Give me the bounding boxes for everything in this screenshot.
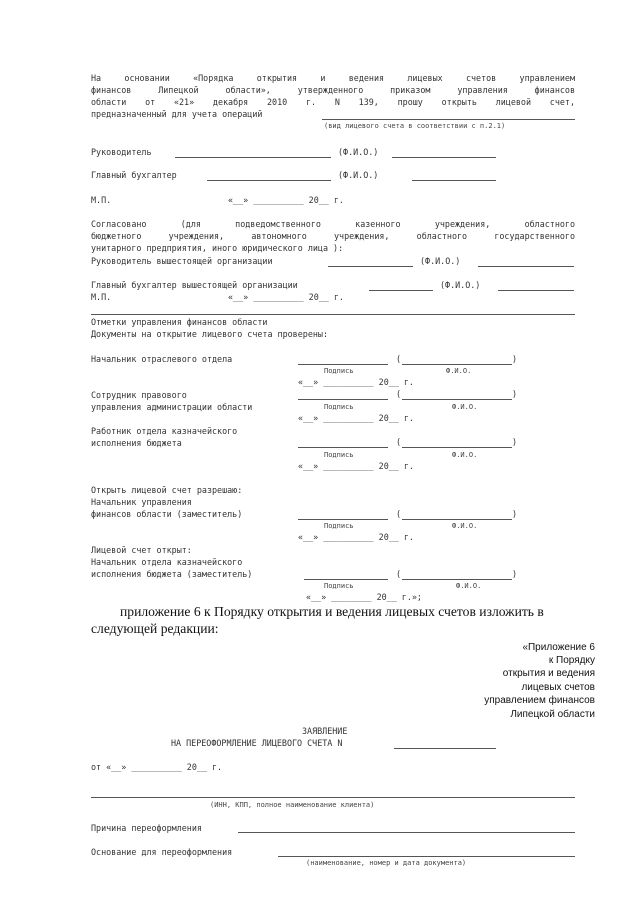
agreed-line-3: унитарного предприятия, иного юридического лица ):	[91, 243, 344, 253]
agreed-line-1: Согласовано (для подведомственного казенного учреждения, областного	[91, 219, 575, 229]
intro-line-3: области от «21» декабря 2010 г. N 139, прошу открыть лицевой счет,	[91, 97, 575, 107]
treasury-worker-signature-hint: Подпись	[324, 451, 354, 459]
intro-line-2: финансов Липецкой области», утвержденного приказом управления финансов	[91, 85, 575, 95]
opened-fio-hint: Ф.И.О.	[456, 582, 482, 590]
treasury-worker-fio-line	[402, 447, 512, 448]
account-number-line	[394, 748, 496, 749]
basis-hint: (наименование, номер и дата документа)	[306, 859, 467, 867]
dept-head-fio-line	[402, 364, 512, 365]
agreed-line-2: бюджетного учреждения, автономного учреждения, областного государственного	[91, 231, 575, 241]
appendix-line-4: лицевых счетов	[521, 682, 595, 693]
allowed-date: «__» __________ 20__ г.	[298, 532, 414, 542]
appendix-line-3: открытия и ведения	[502, 668, 595, 679]
opened-fio-close: )	[512, 569, 518, 579]
dept-head-label: Начальник отраслевого отдела	[91, 354, 233, 364]
opened-signature-hint: Подпись	[324, 582, 354, 590]
superior-head-signature-line	[328, 266, 413, 267]
legal-employee-fio-close: )	[512, 389, 518, 399]
treasury-worker-label-2: исполнения бюджета	[91, 438, 182, 448]
head-fio-line	[392, 157, 496, 158]
legal-employee-signature-line	[298, 399, 388, 400]
dept-head-fio-open: (	[396, 354, 402, 364]
client-hint: (ИНН, КПП, полное наименование клиента)	[210, 801, 375, 809]
opened-label-3: исполнения бюджета (заместитель)	[91, 569, 253, 579]
superior-accountant-fio: (Ф.И.О.)	[440, 280, 481, 290]
allowed-fio-open: (	[396, 509, 402, 519]
allowed-fio-line	[402, 519, 512, 520]
superior-accountant-signature-line	[369, 290, 433, 291]
intro-line-1: На основании «Порядка открытия и ведения лицевых счетов управлением	[91, 73, 575, 83]
finance-marks-label: Отметки управления финансов области	[91, 317, 268, 327]
basis-line	[278, 856, 575, 857]
basis-label: Основание для переоформления	[91, 847, 233, 857]
superior-head-fio: (Ф.И.О.)	[420, 256, 461, 266]
treasury-worker-fio-close: )	[512, 437, 518, 447]
mp-label-2: М.П.	[91, 292, 112, 302]
reason-label: Причина переоформления	[91, 823, 202, 833]
appendix-line-6: Липецкой области	[510, 709, 595, 720]
superior-head-fio-line	[478, 266, 574, 267]
head-fio: (Ф.И.О.)	[338, 147, 379, 157]
allowed-fio-close: )	[512, 509, 518, 519]
date-2: «__» __________ 20__ г.	[228, 292, 344, 302]
dept-head-signature-line	[298, 364, 388, 365]
treasury-worker-fio-open: (	[396, 437, 402, 447]
treasury-worker-signature-line	[298, 447, 388, 448]
dept-head-date: «__» __________ 20__ г.	[298, 377, 414, 387]
legal-employee-fio-hint: Ф.И.О.	[452, 403, 478, 411]
allowed-signature-hint: Подпись	[324, 522, 354, 530]
allowed-signature-line	[298, 519, 388, 520]
legal-employee-label-2: управления администрации области	[91, 402, 253, 412]
legal-employee-date: «__» __________ 20__ г.	[298, 413, 414, 423]
opened-fio-open: (	[396, 569, 402, 579]
operations-type-line	[322, 119, 575, 120]
reason-line	[238, 832, 575, 833]
opened-signature-line	[304, 579, 388, 580]
dept-head-fio-hint: Ф.И.О.	[446, 367, 472, 375]
legal-employee-fio-open: (	[396, 389, 402, 399]
legal-employee-fio-line	[402, 399, 512, 400]
form-date: от «__» __________ 20__ г.	[91, 762, 223, 772]
head-label: Руководитель	[91, 147, 152, 157]
allowed-fio-hint: Ф.И.О.	[452, 522, 478, 530]
allowed-label-2: Начальник управления	[91, 497, 192, 507]
date-1: «__» __________ 20__ г.	[228, 195, 344, 205]
opened-fio-line	[402, 579, 512, 580]
dept-head-fio-close: )	[512, 354, 518, 364]
client-line	[91, 797, 575, 798]
opened-label-1: Лицевой счет открыт:	[91, 545, 192, 555]
superior-accountant-fio-line	[498, 290, 574, 291]
superior-accountant-label: Главный бухгалтер вышестоящей организации	[91, 280, 298, 290]
mp-label-1: М.П.	[91, 195, 112, 205]
legal-employee-signature-hint: Подпись	[324, 403, 354, 411]
head-signature-line	[175, 157, 331, 158]
chief-accountant-label: Главный бухгалтер	[91, 170, 177, 180]
form-subtitle: НА ПЕРЕОФОРМЛЕНИЕ ЛИЦЕВОГО СЧЕТА N	[171, 738, 343, 748]
docs-checked-label: Документы на открытие лицевого счета проверены:	[91, 329, 328, 339]
legal-employee-label-1: Сотрудник правового	[91, 390, 187, 400]
appendix-line-5: управлением финансов	[484, 695, 595, 706]
appendix-line-1: «Приложение 6	[522, 642, 595, 653]
amendment-line-2: следующей редакции:	[91, 621, 219, 636]
final-date: «__» ________ 20__ г.»;	[306, 592, 422, 602]
allowed-label-3: финансов области (заместитель)	[91, 509, 243, 519]
opened-label-2: Начальник отдела казначейского	[91, 557, 243, 567]
chief-accountant-fio-line	[412, 180, 496, 181]
appendix-line-2: к Порядку	[548, 655, 595, 666]
intro-line-4: предназначенный для учета операций	[91, 109, 263, 119]
chief-accountant-signature-line	[207, 180, 331, 181]
superior-head-label: Руководитель вышестоящей организации	[91, 256, 273, 266]
chief-accountant-fio: (Ф.И.О.)	[338, 170, 379, 180]
amendment-line-1: приложение 6 к Порядку открытия и ведения лицевых счетов изложить в	[120, 604, 544, 619]
dept-head-signature-hint: Подпись	[324, 367, 354, 375]
allowed-label-1: Открыть лицевой счет разрешаю:	[91, 485, 243, 495]
treasury-worker-label-1: Работник отдела казначейского	[91, 426, 238, 436]
treasury-worker-fio-hint: Ф.И.О.	[452, 451, 478, 459]
form-title: ЗАЯВЛЕНИЕ	[302, 726, 348, 736]
operations-type-hint: (вид лицевого счета в соответствии с п.2.1)	[324, 122, 506, 130]
section-divider	[91, 314, 575, 315]
treasury-worker-date: «__» __________ 20__ г.	[298, 461, 414, 471]
